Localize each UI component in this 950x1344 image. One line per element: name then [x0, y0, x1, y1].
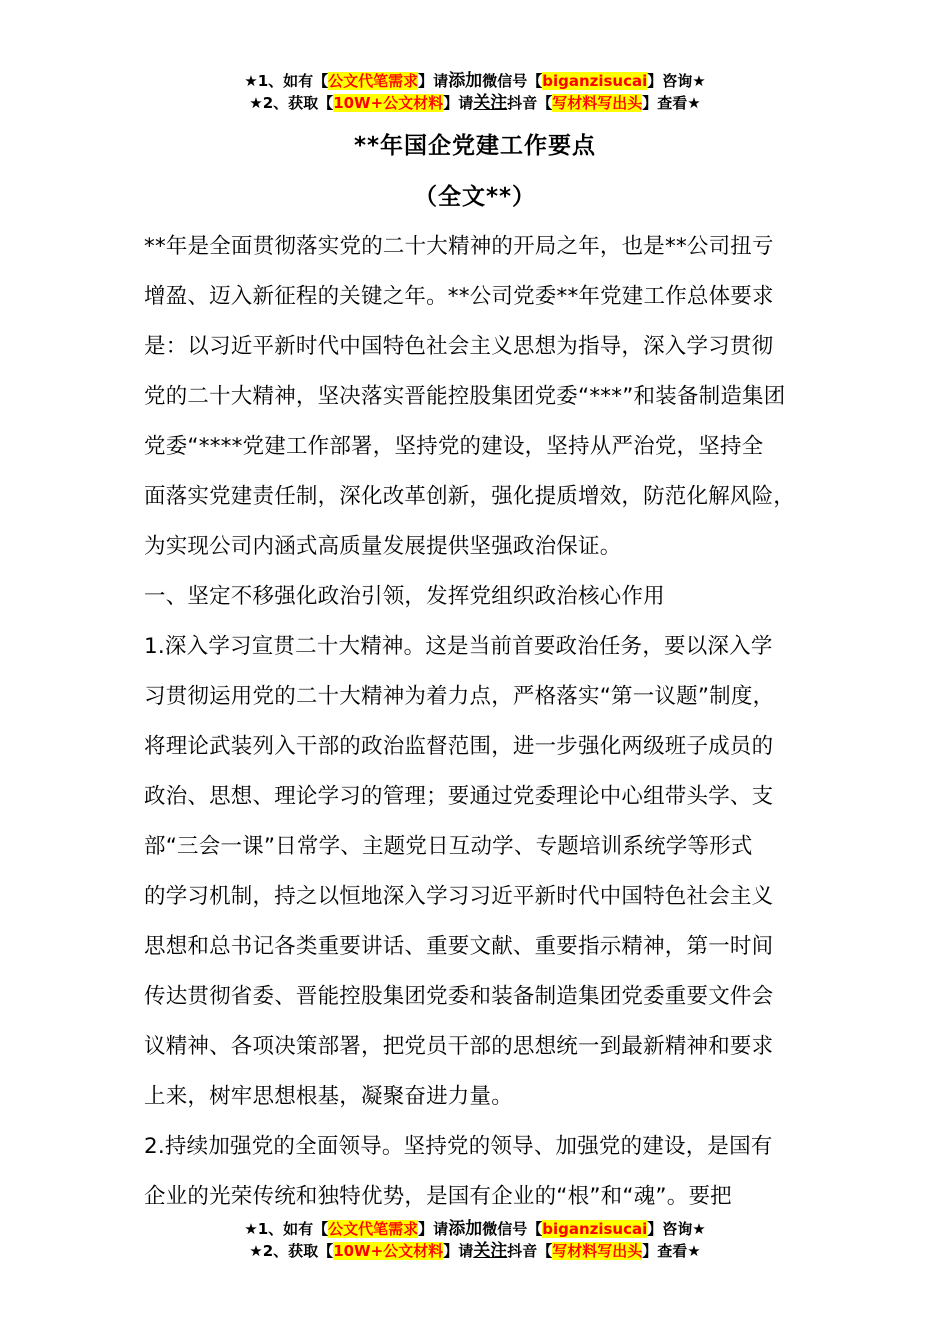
- promo-line-2: ★2、获取【10W+公文材料】请关注抖音【写材料写出头】查看★: [249, 93, 701, 113]
- text-line: 2.持续加强党的全面领导。坚持党的领导、加强党的建设，是国有: [144, 1134, 773, 1159]
- wechat-id: biganzisucai: [542, 1220, 648, 1238]
- promo-banner-top: [0, 70, 950, 114]
- text-line: 是：以习近平新时代中国特色社会主义思想为指导，深入学习贯彻: [144, 334, 774, 359]
- text-line: 传达贯彻省委、晋能控股集团党委和装备制造集团党委重要文件会: [144, 984, 774, 1009]
- promo-line-1: ★1、如有【公文代笔需求】请添加微信号【biganzisucai】咨询★: [244, 1219, 706, 1239]
- text-line: 党的二十大精神，坚决落实晋能控股集团党委“***”和装备制造集团: [144, 384, 786, 409]
- highlight-text: 10W+公文材料: [333, 94, 444, 112]
- section-heading: 一、坚定不移强化政治引领，发挥党组织政治核心作用: [144, 584, 665, 609]
- highlight-text: 公文代笔需求: [328, 72, 419, 90]
- highlight-text: 10W+公文材料: [333, 1242, 444, 1260]
- text-line: 习贯彻运用党的二十大精神为着力点，严格落实“第一议题”制度，: [144, 684, 775, 709]
- text-line: **年是全面贯彻落实党的二十大精神的开局之年，也是**公司扭亏: [144, 234, 774, 259]
- highlight-text: 公文代笔需求: [328, 1220, 419, 1238]
- document-title: **年国企党建工作要点: [353, 133, 597, 159]
- document-body: [144, 222, 834, 1222]
- text-line: 增盈、迈入新征程的关键之年。**公司党委**年党建工作总体要求: [144, 284, 774, 309]
- text-line: 政治、思想、理论学习的管理；要通过党委理论中心组带头学、支: [144, 784, 774, 809]
- douyin-account: 写材料写出头: [552, 94, 643, 112]
- promo-line-2: ★2、获取【10W+公文材料】请关注抖音【写材料写出头】查看★: [249, 1241, 701, 1261]
- document-subtitle: （全文**）: [413, 184, 537, 210]
- text-line: 上来，树牢思想根基，凝聚奋进力量。: [144, 1084, 513, 1109]
- text-line: 的学习机制，持之以恒地深入学习习近平新时代中国特色社会主义: [144, 884, 774, 909]
- text-line: 企业的光荣传统和独特优势，是国有企业的“根”和“魂”。要把: [144, 1184, 732, 1209]
- text-line: 思想和总书记各类重要讲话、重要文献、重要指示精神，第一时间: [144, 934, 774, 959]
- promo-banner-bottom: [0, 1218, 950, 1262]
- text-line: 为实现公司内涵式高质量发展提供坚强政治保证。: [144, 534, 622, 559]
- text-line: 将理论武装列入干部的政治监督范围，进一步强化两级班子成员的: [144, 734, 774, 759]
- text-line: 面落实党建责任制，深化改革创新，强化提质增效，防范化解风险，: [144, 484, 796, 509]
- text-line: 1.深入学习宣贯二十大精神。这是当前首要政治任务，要以深入学: [144, 634, 773, 659]
- douyin-account: 写材料写出头: [552, 1242, 643, 1260]
- wechat-id: biganzisucai: [542, 72, 648, 90]
- text-line: 部“三会一课”日常学、主题党日互动学、专题培训系统学等形式: [144, 834, 753, 859]
- text-line: 党委“****党建工作部署，坚持党的建设，坚持从严治党，坚持全: [144, 434, 764, 459]
- promo-line-1: ★1、如有【公文代笔需求】请添加微信号【biganzisucai】咨询★: [244, 71, 706, 91]
- text-line: 议精神、各项决策部署，把党员干部的思想统一到最新精神和要求: [144, 1034, 774, 1059]
